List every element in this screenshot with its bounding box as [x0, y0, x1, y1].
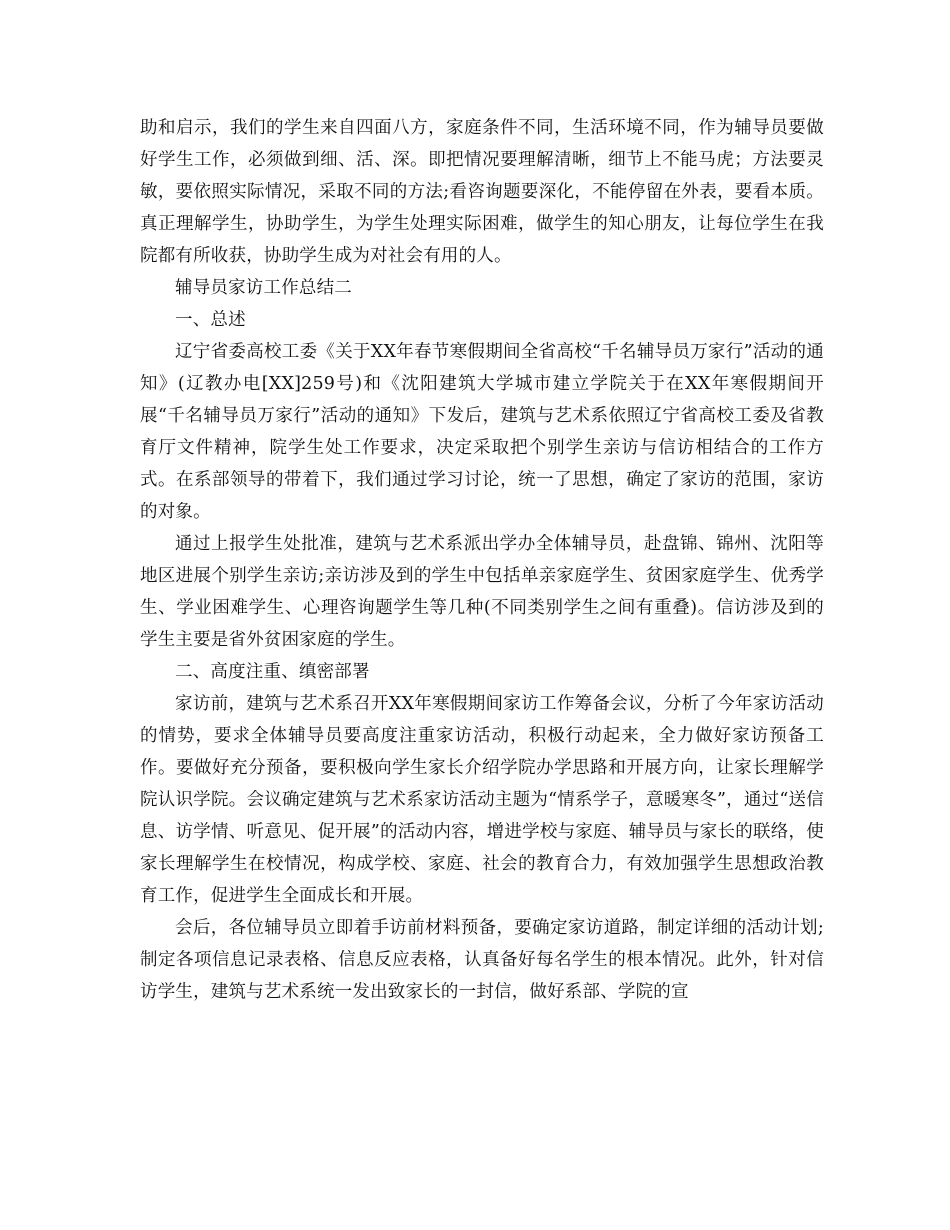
paragraph-1: 助和启示，我们的学生来自四面八方，家庭条件不同，生活环境不同，作为辅导员要做好学生工作，必须做到细、活、深。即把情况要理解清晰，细节上不能马虎；方法要灵敏，要依照实际情况，采取不同的方法;看咨询题要深化，不能停留在外表，要看本质。真正理解学生，协助学生，为学生处理实际困难，做学生的知心朋友，让每位学生在我院都有所收获，协助学生成为对社会有用的人。 [140, 118, 824, 266]
paragraph-3: 通过上报学生处批准，建筑与艺术系派出学办全体辅导员，赴盘锦、锦州、沈阳等地区进展个别学生亲访;亲访涉及到的学生中包括单亲家庭学生、贫困家庭学生、优秀学生、学业困难学生、心理咨询题学生等几种(不同类别学生之间有重叠)。信访涉及到的学生主要是省外贫困家庭的学生。 [140, 534, 824, 650]
section-heading-deployment: 二、高度注重、缜密部署 [175, 662, 370, 682]
paragraph-4: 家访前，建筑与艺术系召开XX年寒假期间家访工作筹备会议，分析了今年家访活动的情势，要求全体辅导员要高度注重家访活动，积极行动起来，全力做好家访预备工作。要做好充分预备，要积极向学生家长介绍学院办学思路和开展方向，让家长理解学院认识学院。会议确定建筑与艺术系家访活动主题为“情系学子，意暖寒冬”，通过“送信息、访学情、听意见、促开展”的活动内容，增进学校与家庭、辅导员与家长的联络，使家长理解学生在校情况，构成学校、家庭、社会的教育合力，有效加强学生思想政治教育工作，促进学生全面成长和开展。 [140, 694, 824, 906]
section-title-summary-two: 辅导员家访工作总结二 [175, 278, 352, 298]
paragraph-2: 辽宁省委高校工委《关于XX年春节寒假期间全省高校“千名辅导员万家行”活动的通知》(辽教办电[XX]259号)和《沈阳建筑大学城市建立学院关于在XX年寒假期间开展“千名辅导员万家行”活动的通知》下发后，建筑与艺术系依照辽宁省高校工委及省教育厅文件精神，院学生处工作要求，决定采取把个别学生亲访与信访相结合的工作方式。在系部领导的带着下，我们通过学习讨论，统一了思想，确定了家访的范围，家访的对象。 [140, 342, 824, 522]
paragraph-5: 会后，各位辅导员立即着手访前材料预备，要确定家访道路，制定详细的活动计划;制定各项信息记录表格、信息反应表格，认真备好每名学生的根本情况。此外，针对信访学生，建筑与艺术系统一发出致家长的一封信，做好系部、学院的宣 [140, 918, 824, 1002]
document-body [140, 112, 824, 1008]
section-heading-overview: 一、总述 [175, 310, 246, 330]
